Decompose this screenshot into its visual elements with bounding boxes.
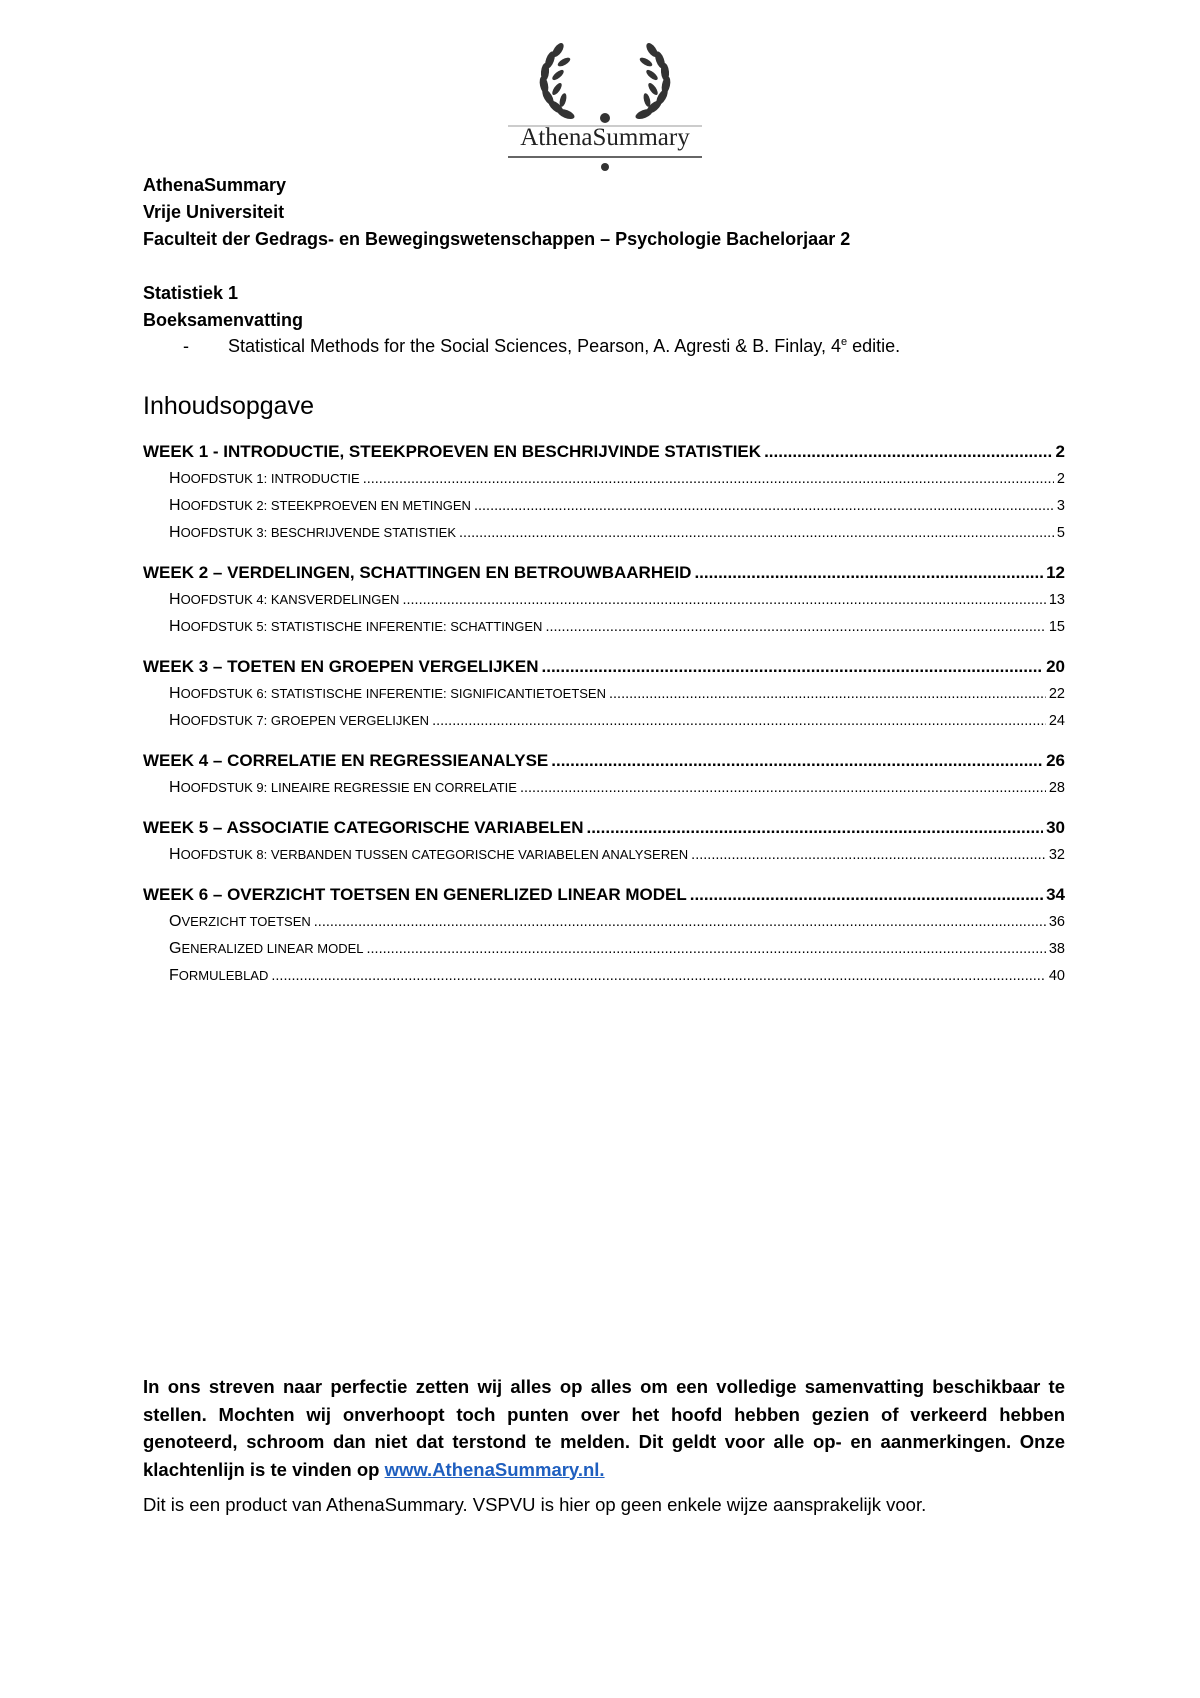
edition-sup: e (840, 336, 848, 348)
toc-leader-dots (459, 520, 1054, 547)
toc-entry-label: GENERALIZED LINEAR MODEL (169, 940, 364, 957)
toc-chapter-entry[interactable] (143, 680, 1065, 707)
list-dash: - (183, 336, 189, 356)
toc-page-number: 12 (1046, 563, 1065, 582)
toc-entry-label: WEEK 2 – VERDELINGEN, SCHATTINGEN EN BETROUWBAARHEID (143, 563, 692, 582)
book-reference: Statistical Methods for the Social Sciences, Pearson, A. Agresti & B. Finlay, 4 (228, 336, 841, 356)
toc-entry-label: HOOFDSTUK 5: STATISTISCHE INFERENTIE: SCHATTINGEN (169, 618, 543, 635)
toc-entry-label: FORMULEBLAD (169, 967, 269, 984)
toc-leader-dots (363, 466, 1054, 493)
toc-chapter-entry[interactable] (143, 962, 1065, 989)
toc-entry-label: HOOFDSTUK 2: STEEKPROEVEN EN METINGEN (169, 497, 471, 514)
toc-leader-dots (609, 681, 1046, 708)
disclaimer-paragraph (143, 1373, 1065, 1483)
toc-entry-label: HOOFDSTUK 6: STATISTISCHE INFERENTIE: SIGNIFICANTIETOETSEN (169, 685, 606, 702)
book-source (143, 336, 900, 357)
toc-leader-dots (314, 909, 1046, 936)
toc-leader-dots (551, 747, 1043, 774)
toc-chapter-entry[interactable] (143, 465, 1065, 492)
toc-leader-dots (694, 559, 1043, 586)
toc-leader-dots (690, 881, 1043, 908)
university-name: Vrije Universiteit (143, 202, 285, 222)
toc-page-number: 3 (1056, 498, 1065, 514)
toc-chapter-entry[interactable] (143, 774, 1065, 801)
toc-chapter-entry[interactable] (143, 707, 1065, 734)
toc-leader-dots (432, 708, 1046, 735)
toc-page-number: 40 (1048, 968, 1065, 984)
toc-entry-label: HOOFDSTUK 4: KANSVERDELINGEN (169, 591, 400, 608)
toc-entry-label: WEEK 3 – TOETEN EN GROEPEN VERGELIJKEN (143, 657, 539, 676)
toc-entry-label: OVERZICHT TOETSEN (169, 913, 311, 930)
toc-leader-dots (367, 936, 1046, 963)
toc-page-number: 36 (1048, 914, 1065, 930)
toc-chapter-entry[interactable] (143, 586, 1065, 613)
toc-leader-dots (474, 493, 1054, 520)
toc-week-entry[interactable] (143, 814, 1065, 841)
toc-page-number: 22 (1048, 686, 1065, 702)
toc-entry-label: HOOFDSTUK 8: VERBANDEN TUSSEN CATEGORISCHE VARIABELEN ANALYSEREN (169, 846, 689, 863)
toc-leader-dots (764, 438, 1052, 465)
toc-page-number: 5 (1056, 525, 1065, 541)
toc-leader-dots (542, 653, 1044, 680)
toc-page-number: 26 (1046, 751, 1065, 770)
toc-leader-dots (271, 963, 1046, 990)
toc-page-number: 24 (1048, 713, 1065, 729)
toc-week-entry[interactable] (143, 438, 1065, 465)
toc-chapter-entry[interactable] (143, 908, 1065, 935)
toc-page-number: 2 (1055, 442, 1065, 461)
toc-leader-dots (520, 775, 1046, 802)
table-of-contents (143, 438, 1065, 989)
toc-week-entry[interactable] (143, 653, 1065, 680)
athena-summary-logo (500, 40, 710, 175)
toc-chapter-entry[interactable] (143, 519, 1065, 546)
toc-page-number: 20 (1046, 657, 1065, 676)
toc-entry-label: HOOFDSTUK 7: GROEPEN VERGELIJKEN (169, 712, 430, 729)
toc-entry-label: WEEK 6 – OVERZICHT TOETSEN EN GENERLIZED LINEAR MODEL (143, 885, 687, 904)
toc-leader-dots (402, 587, 1045, 614)
toc-page-number: 13 (1048, 592, 1065, 608)
toc-entry-label: WEEK 4 – CORRELATIE EN REGRESSIEANALYSE (143, 751, 549, 770)
toc-entry-label: HOOFDSTUK 9: LINEAIRE REGRESSIE EN CORRELATIE (169, 779, 517, 796)
toc-week-entry[interactable] (143, 881, 1065, 908)
disclaimer-text: In ons streven naar perfectie zetten wij alles op alles om een volledige samenvatting beschikbaar te stellen. Mochten wij onverhoopt toch punten over het hoofd hebben gezien of verkeerd hebben genoteerd, schroom dan niet dat terstond te melden. Dit geldt voor alle op- en aanmerkingen. Onze klachtenlijn is te vinden op (143, 1376, 1065, 1480)
athena-summary-link[interactable]: www.AthenaSummary.nl. (384, 1458, 605, 1480)
toc-page-number: 30 (1046, 818, 1065, 837)
toc-page-number: 28 (1048, 780, 1065, 796)
toc-leader-dots (586, 814, 1043, 841)
toc-title: Inhoudsopgave (143, 392, 314, 420)
toc-chapter-entry[interactable] (143, 935, 1065, 962)
toc-leader-dots (691, 842, 1046, 869)
edition-suffix: editie. (847, 336, 901, 356)
toc-page-number: 38 (1048, 941, 1065, 957)
toc-chapter-entry[interactable] (143, 841, 1065, 868)
toc-entry-label: WEEK 5 – ASSOCIATIE CATEGORISCHE VARIABELEN (143, 818, 584, 837)
toc-page-number: 32 (1048, 847, 1065, 863)
course-name: Statistiek 1 (143, 283, 239, 303)
logo-text: AthenaSummary (520, 124, 690, 151)
toc-entry-label: HOOFDSTUK 1: INTRODUCTIE (169, 470, 360, 487)
toc-chapter-entry[interactable] (143, 492, 1065, 519)
toc-leader-dots (545, 614, 1045, 641)
laurel-wreath-icon (500, 40, 710, 175)
document-header (143, 172, 1063, 334)
toc-entry-label: HOOFDSTUK 3: BESCHRIJVENDE STATISTIEK (169, 524, 457, 541)
toc-week-entry[interactable] (143, 559, 1065, 586)
org-name: AthenaSummary (143, 175, 287, 195)
toc-page-number: 15 (1048, 619, 1065, 635)
faculty-name: Faculteit der Gedrags- en Bewegingswetenschappen – Psychologie Bachelorjaar 2 (143, 229, 851, 249)
toc-week-entry[interactable] (143, 747, 1065, 774)
toc-page-number: 2 (1056, 471, 1065, 487)
toc-entry-label: WEEK 1 - INTRODUCTIE, STEEKPROEVEN EN BESCHRIJVINDE STATISTIEK (143, 442, 762, 461)
document-type: Boeksamenvatting (143, 310, 304, 330)
toc-chapter-entry[interactable] (143, 613, 1065, 640)
product-note: Dit is een product van AthenaSummary. VSPVU is hier op geen enkele wijze aansprakelijk voor. (143, 1494, 927, 1515)
toc-page-number: 34 (1046, 885, 1065, 904)
